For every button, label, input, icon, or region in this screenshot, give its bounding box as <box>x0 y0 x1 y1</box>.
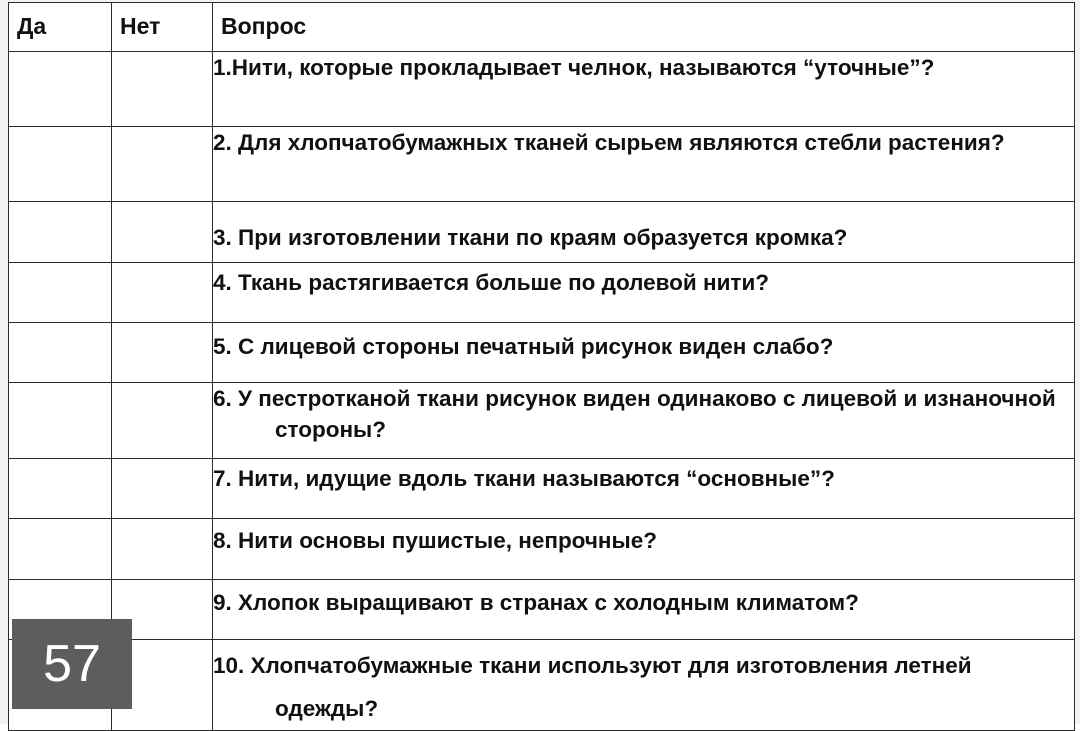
answer-no-cell[interactable] <box>112 52 213 127</box>
question-text: 9. Хлопок выращивают в странах с холодным климатом? <box>213 590 859 615</box>
question-text: 6. У пестротканой ткани рисунок виден одинаково с лицевой и изнаночной стороны? <box>213 386 1056 442</box>
table-row <box>9 263 1075 323</box>
table-row <box>9 127 1075 202</box>
answer-no-cell[interactable] <box>112 519 213 580</box>
answer-yes-cell[interactable] <box>9 459 112 519</box>
answer-no-cell[interactable] <box>112 263 213 323</box>
table-row <box>9 383 1075 459</box>
table-row <box>9 459 1075 519</box>
question-cell <box>213 519 1075 580</box>
page-number-badge: 57 <box>12 619 132 709</box>
table-row <box>9 640 1075 731</box>
question-text: 1.Нити, которые прокладывает челнок, называются “уточные”? <box>213 55 935 80</box>
answer-yes-cell[interactable] <box>9 519 112 580</box>
answer-yes-cell[interactable] <box>9 202 112 263</box>
question-text: 4. Ткань растягивается больше по долевой нити? <box>213 270 770 295</box>
header-no: Нет <box>112 3 213 52</box>
answer-yes-cell[interactable] <box>9 383 112 459</box>
table-row <box>9 519 1075 580</box>
question-text: 2. Для хлопчатобумажных тканей сырьем являются стебли растения? <box>213 130 1005 155</box>
question-cell <box>213 640 1075 731</box>
question-text: 7. Нити, идущие вдоль ткани называются “основные”? <box>213 466 835 491</box>
table-row <box>9 52 1075 127</box>
answer-no-cell[interactable] <box>112 202 213 263</box>
answer-no-cell[interactable] <box>112 459 213 519</box>
answer-yes-cell[interactable] <box>9 263 112 323</box>
answer-no-cell[interactable] <box>112 127 213 202</box>
question-text: 10. Хлопчатобумажные ткани используют для изготовления летней одежды? <box>213 653 972 721</box>
header-row <box>9 3 1075 52</box>
answer-yes-cell[interactable] <box>9 127 112 202</box>
answer-no-cell[interactable] <box>112 323 213 383</box>
header-question: Вопрос <box>213 3 1075 52</box>
question-text: 3. При изготовлении ткани по краям образуется кромка? <box>213 225 848 250</box>
quiz-table <box>8 2 1075 731</box>
question-cell <box>213 263 1075 323</box>
question-cell <box>213 52 1075 127</box>
table-row <box>9 323 1075 383</box>
header-yes: Да <box>9 3 112 52</box>
table-row <box>9 202 1075 263</box>
answer-yes-cell[interactable] <box>9 52 112 127</box>
question-text: 5. С лицевой стороны печатный рисунок виден слабо? <box>213 334 834 359</box>
question-cell <box>213 459 1075 519</box>
question-cell <box>213 580 1075 640</box>
question-cell <box>213 202 1075 263</box>
question-cell <box>213 323 1075 383</box>
question-cell <box>213 127 1075 202</box>
answer-yes-cell[interactable] <box>9 323 112 383</box>
question-cell <box>213 383 1075 459</box>
question-text: 8. Нити основы пушистые, непрочные? <box>213 528 657 553</box>
answer-no-cell[interactable] <box>112 383 213 459</box>
table-row <box>9 580 1075 640</box>
